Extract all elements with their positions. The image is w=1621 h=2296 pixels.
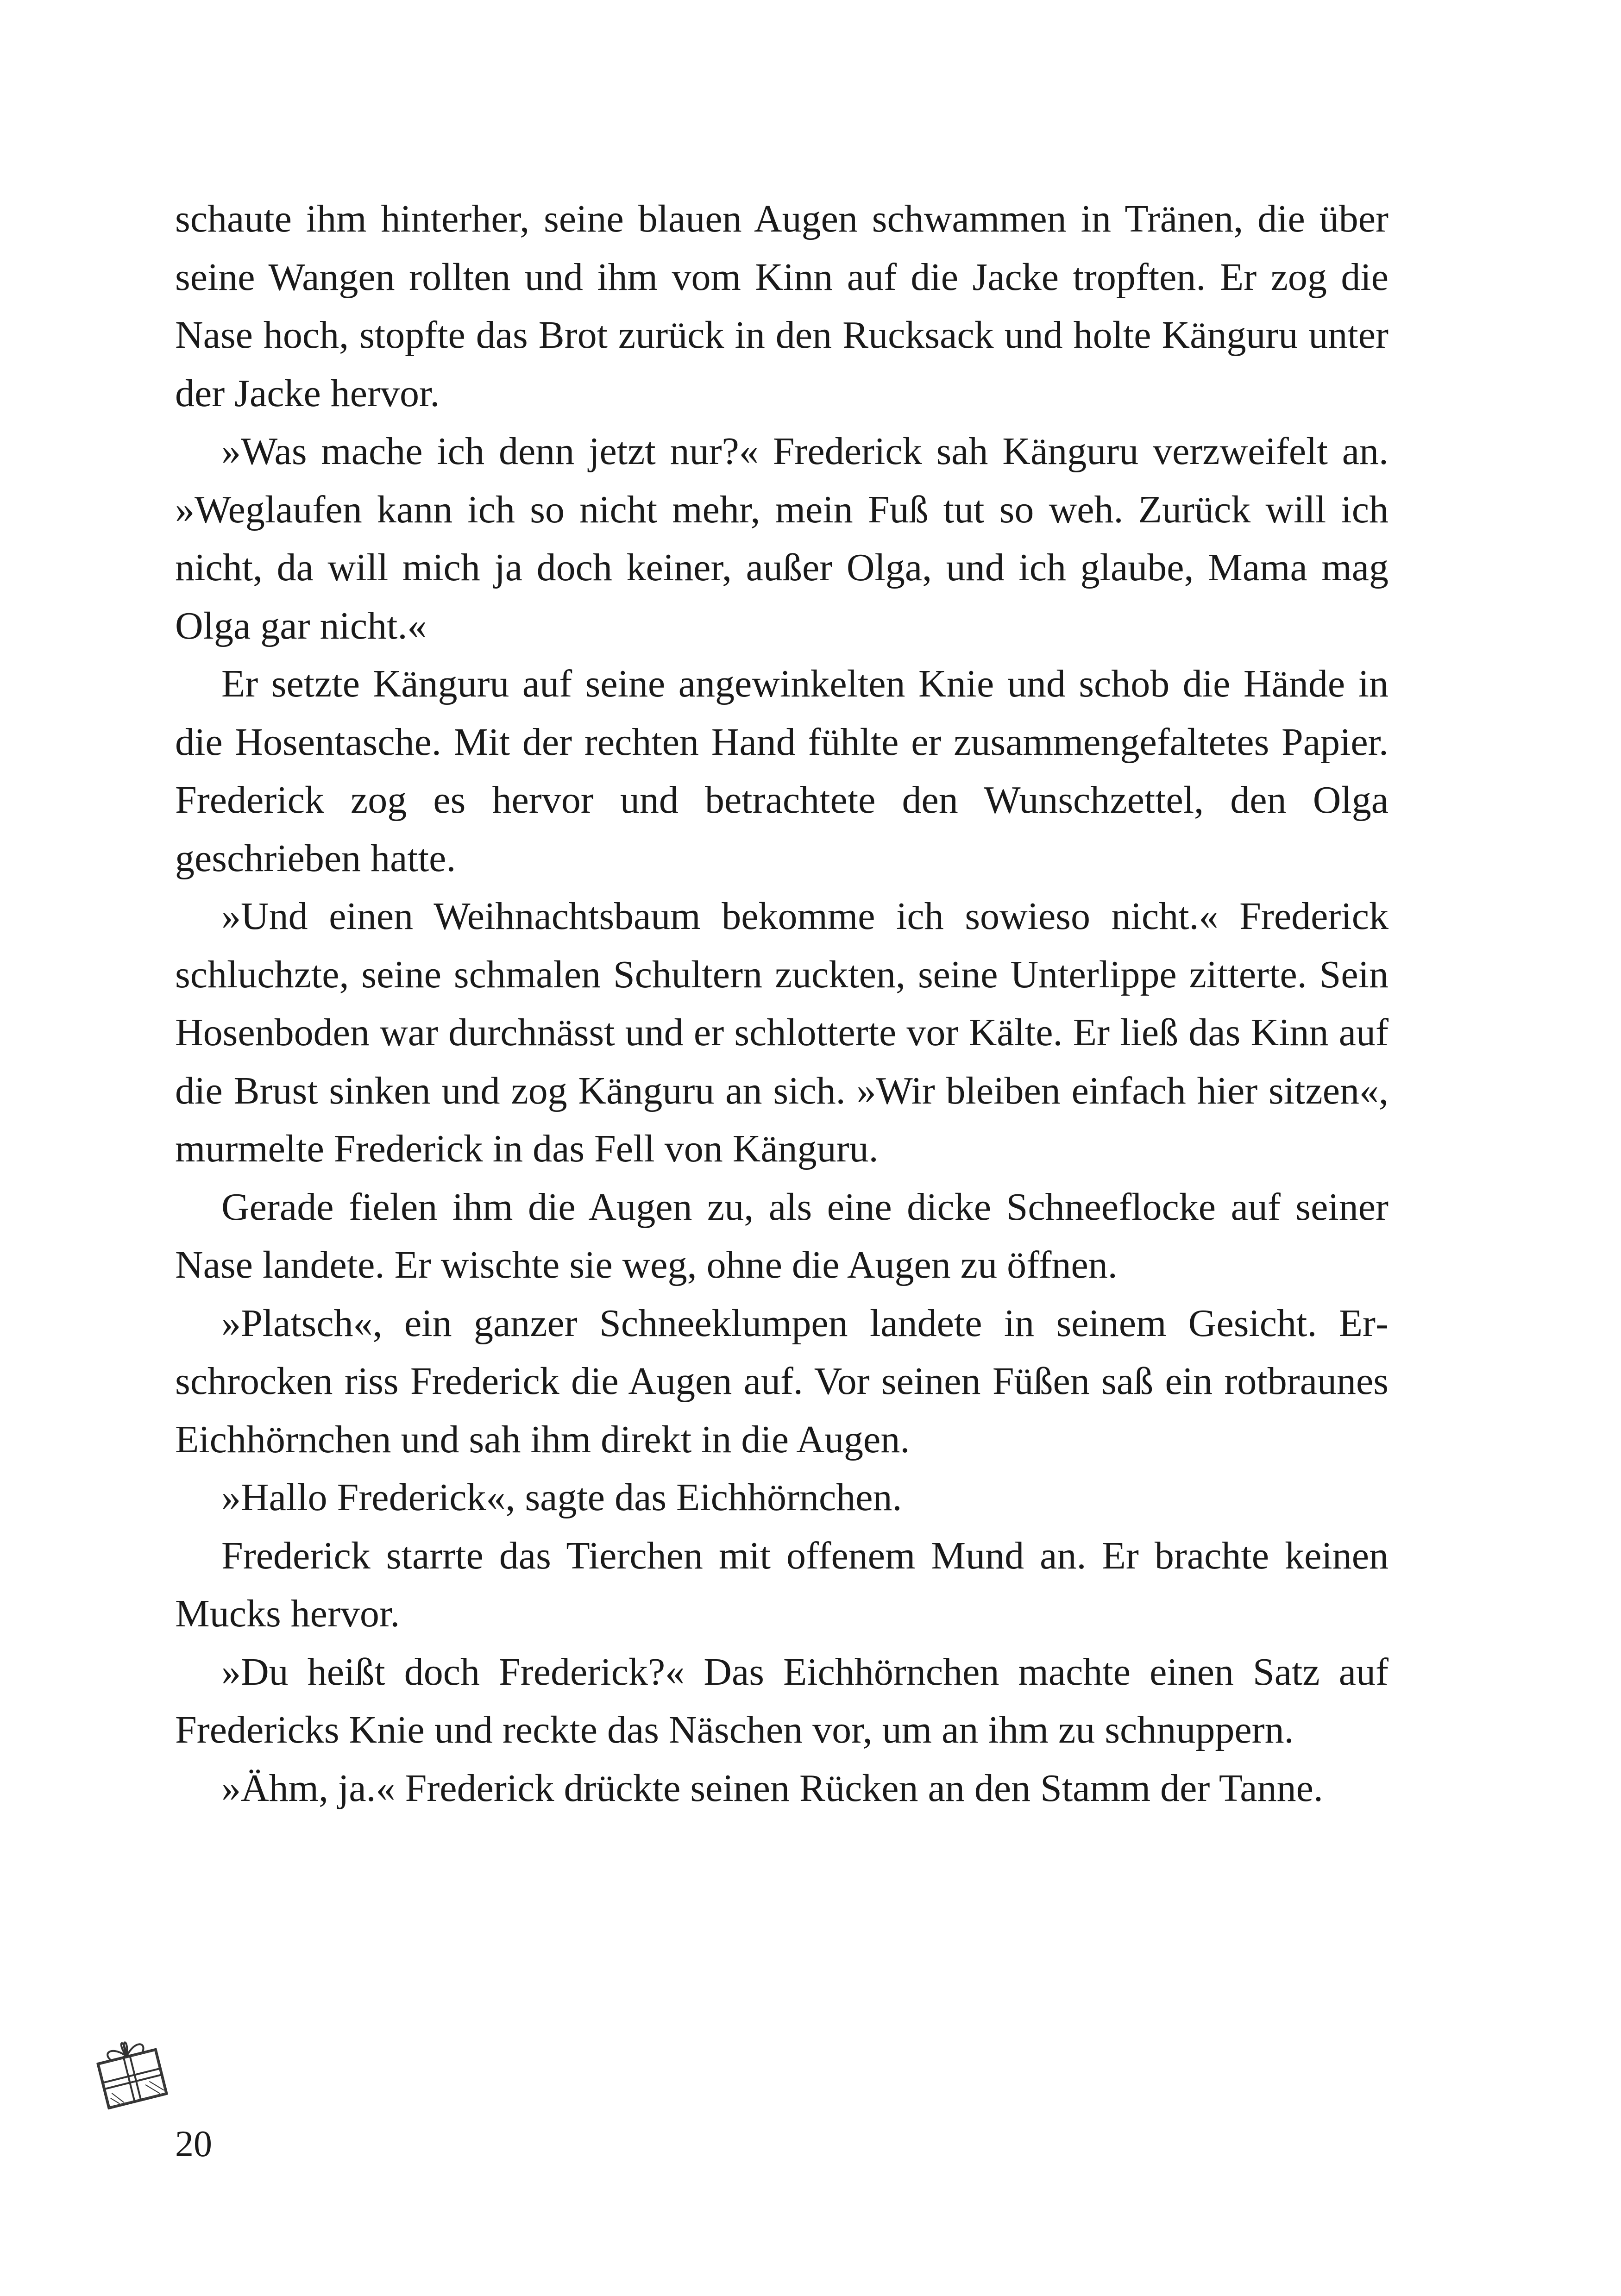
paragraph-3: Er setzte Känguru auf seine angewinkelten Knie und schob die Hände in die Hosentasche. Mit der rechten Hand fühlte er zusammengefaltetes Papier. Frederick zog es hervor und betrachtete den Wunschzettel, den Olga geschrieben hatte. bbox=[175, 662, 1389, 880]
paragraph-9: »Du heißt doch Frederick?« Das Eichhörnchen machte einen Satz auf Fredericks Knie und reckte das Näschen vor, um an ihm zu schnuppern. bbox=[175, 1650, 1389, 1751]
paragraph-10: »Ähm, ja.« Frederick drückte seinen Rücken an den Stamm der Tanne. bbox=[221, 1766, 1323, 1810]
paragraph-5: Gerade fielen ihm die Augen zu, als eine dicke Schneeflocke auf seiner Nase landete. Er wischte sie weg, ohne die Augen zu öffnen. bbox=[175, 1185, 1389, 1286]
paragraph-8: Frederick starrte das Tierchen mit offenem Mund an. Er brachte keinen Mucks hervor. bbox=[175, 1534, 1389, 1635]
paragraph-7: »Hallo Frederick«, sagte das Eichhörnchen. bbox=[221, 1476, 902, 1519]
page-number: 20 bbox=[175, 2124, 212, 2164]
paragraph-4: »Und einen Weihnachtsbaum bekomme ich sowieso nicht.« Frederick schluchzte, seine schmalen Schultern zuckten, seine Unterlippe zitterte. Sein Hosenboden war durchnässt und er schlotterte vor Kälte. Er ließ das Kinn auf die Brust sinken und zog Känguru an sich. »Wir bleiben einfach hier sitzen«, murmelte Frederick in das Fell von Känguru. bbox=[175, 895, 1389, 1170]
gift-box-icon bbox=[87, 2023, 180, 2115]
body-text bbox=[175, 190, 1389, 1817]
paragraph-1: schaute ihm hinterher, seine blauen Augen schwammen in Tränen, die über seine Wangen rollten und ihm vom Kinn auf die Jacke tropften. Er zog die Nase hoch, stopfte das Brot zurück in den Rucksack und holte Känguru unter der Jacke hervor. bbox=[175, 197, 1389, 415]
paragraph-2: »Was mache ich denn jetzt nur?« Frederick sah Känguru verzweifelt an. »Weglaufen kann ich so nicht mehr, mein Fuß tut so weh. Zurück will ich nicht, da will mich ja doch keiner, außer Olga, und ich glaube, Mama mag Olga gar nicht.« bbox=[175, 430, 1389, 647]
paragraph-6: »Platsch«, ein ganzer Schneeklumpen landete in seinem Gesicht. Erschrocken riss Frederick die Augen auf. Vor seinen Füßen saß ein rotbraunes Eichhörnchen und sah ihm direkt in die Augen. bbox=[175, 1301, 1389, 1461]
